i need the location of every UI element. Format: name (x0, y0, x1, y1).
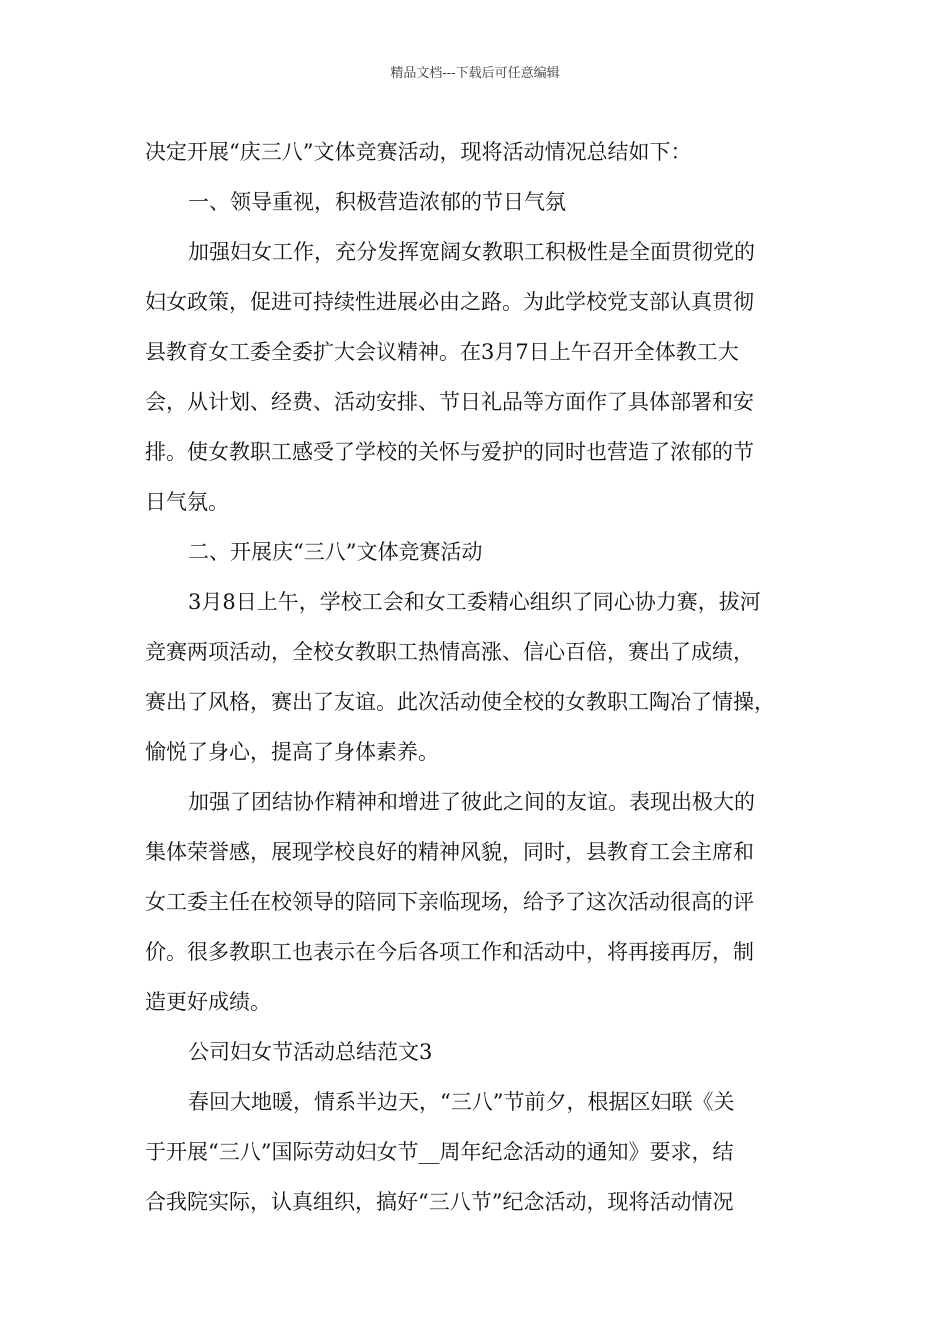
body-line: 价。很多教职工也表示在今后各项工作和活动中，将再接再厉，制 (145, 940, 754, 964)
body-line: 造更好成绩。 (145, 990, 271, 1014)
section-heading: 二、开展庆“三八”文体竞赛活动 (188, 540, 483, 564)
section-title: 公司妇女节活动总结范文3 (188, 1040, 433, 1064)
body-line: 赛出了风格，赛出了友谊。此次活动使全校的女教职工陶冶了情操， (145, 690, 775, 714)
body-line: 县教育女工委全委扩大会议精神。在3月7日上午召开全体教工大 (145, 340, 739, 364)
body-line: 春回大地暖，情系半边天，“三八”节前夕，根据区妇联《关 (188, 1090, 735, 1114)
page-header: 精品文档---下载后可任意编辑 (390, 66, 560, 81)
body-line: 会，从计划、经费、活动安排、节日礼品等方面作了具体部署和安 (145, 390, 754, 414)
body-line: 3月8日上午，学校工会和女工委精心组织了同心协力赛，拔河 (188, 590, 761, 614)
body-line: 妇女政策，促进可持续性进展必由之路。为此学校党支部认真贯彻 (145, 290, 754, 314)
body-line: 排。使女教职工感受了学校的关怀与爱护的同时也营造了浓郁的节 (145, 440, 754, 464)
body-line: 愉悦了身心，提高了身体素养。 (145, 740, 439, 764)
body-line: 集体荣誉感，展现学校良好的精神风貌，同时，县教育工会主席和 (145, 840, 754, 864)
body-line: 加强了团结协作精神和增进了彼此之间的友谊。表现出极大的 (188, 790, 755, 814)
body-line: 竞赛两项活动，全校女教职工热情高涨、信心百倍，赛出了成绩， (145, 640, 754, 664)
body-line: 日气氛。 (145, 490, 229, 514)
body-line: 加强妇女工作，充分发挥宽阔女教职工积极性是全面贯彻党的 (188, 240, 755, 264)
body-line: 决定开展“庆三八”文体竞赛活动，现将活动情况总结如下： (145, 140, 692, 164)
section-heading: 一、领导重视，积极营造浓郁的节日气氛 (188, 190, 566, 214)
body-line: 于开展“三八”国际劳动妇女节__周年纪念活动的通知》要求，结 (145, 1140, 734, 1164)
body-line: 合我院实际，认真组织，搞好“三八节”纪念活动，现将活动情况 (145, 1190, 734, 1214)
body-line: 女工委主任在校领导的陪同下亲临现场，给予了这次活动很高的评 (145, 890, 754, 914)
